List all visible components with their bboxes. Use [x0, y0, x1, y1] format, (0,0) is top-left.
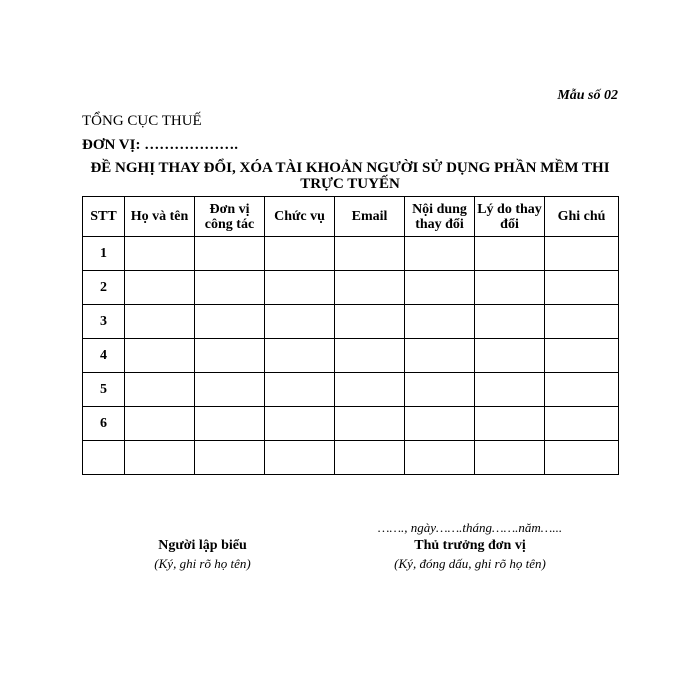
cell-change-content — [405, 373, 475, 407]
cell-full-name — [125, 305, 195, 339]
cell-full-name — [125, 237, 195, 271]
cell-work-unit — [195, 305, 265, 339]
header-email: Email — [335, 197, 405, 237]
form-code: Mẫu số 02 — [557, 88, 618, 103]
cell-email — [335, 407, 405, 441]
cell-change-content — [405, 271, 475, 305]
cell-work-unit — [195, 339, 265, 373]
cell-change-reason — [475, 373, 545, 407]
cell-position — [265, 305, 335, 339]
table-header-row — [83, 197, 619, 237]
table-row — [83, 339, 619, 373]
header-notes: Ghi chú — [545, 197, 619, 237]
cell-change-reason — [475, 441, 545, 475]
cell-position — [265, 271, 335, 305]
cell-email — [335, 271, 405, 305]
cell-notes — [545, 237, 619, 271]
cell-change-content — [405, 407, 475, 441]
cell-stt: 3 — [83, 305, 125, 339]
header-full-name: Họ và tên — [125, 197, 195, 237]
head-of-unit-role: Thủ trưởng đơn vị — [414, 538, 526, 553]
cell-work-unit — [195, 271, 265, 305]
date-line: ……., ngày…….tháng…….năm…... — [377, 520, 563, 535]
table-row — [83, 305, 619, 339]
cell-notes — [545, 373, 619, 407]
cell-position — [265, 237, 335, 271]
header-position: Chức vụ — [265, 197, 335, 237]
cell-email — [335, 305, 405, 339]
header-change-content: Nội dung thay đổi — [405, 197, 475, 237]
document-title: ĐỀ NGHỊ THAY ĐỔI, XÓA TÀI KHOẢN NGƯỜI SỬ DỤNG PHẦN MỀM THI TRỰC TUYẾN — [90, 160, 610, 192]
signature-preparer — [120, 537, 285, 573]
cell-work-unit — [195, 373, 265, 407]
cell-position — [265, 373, 335, 407]
table-row — [83, 373, 619, 407]
cell-stt: 6 — [83, 407, 125, 441]
cell-notes — [545, 271, 619, 305]
signature-head-of-unit — [360, 537, 580, 573]
cell-position — [265, 441, 335, 475]
cell-change-content — [405, 339, 475, 373]
cell-change-content — [405, 237, 475, 271]
table-row — [83, 271, 619, 305]
cell-stt — [83, 441, 125, 475]
cell-position — [265, 407, 335, 441]
cell-stt: 1 — [83, 237, 125, 271]
table-row — [83, 407, 619, 441]
header-change-reason: Lý do thay đổi — [475, 197, 545, 237]
cell-full-name — [125, 441, 195, 475]
preparer-role: Người lập biểu — [158, 538, 247, 553]
cell-change-reason — [475, 407, 545, 441]
cell-notes — [545, 407, 619, 441]
cell-email — [335, 339, 405, 373]
cell-full-name — [125, 373, 195, 407]
cell-change-reason — [475, 271, 545, 305]
cell-work-unit — [195, 237, 265, 271]
preparer-note: (Ký, ghi rõ họ tên) — [154, 556, 251, 571]
cell-notes — [545, 339, 619, 373]
head-of-unit-note: (Ký, đóng dấu, ghi rõ họ tên) — [394, 556, 546, 571]
request-table — [82, 196, 619, 475]
cell-notes — [545, 441, 619, 475]
cell-stt: 5 — [83, 373, 125, 407]
cell-full-name — [125, 407, 195, 441]
cell-email — [335, 373, 405, 407]
cell-stt: 4 — [83, 339, 125, 373]
cell-change-content — [405, 441, 475, 475]
cell-change-reason — [475, 339, 545, 373]
cell-change-content — [405, 305, 475, 339]
table-row — [83, 441, 619, 475]
table-row — [83, 237, 619, 271]
cell-change-reason — [475, 237, 545, 271]
unit-label: ĐƠN VỊ: ………………. — [82, 137, 238, 153]
cell-email — [335, 237, 405, 271]
cell-change-reason — [475, 305, 545, 339]
header-stt: STT — [83, 197, 125, 237]
cell-full-name — [125, 339, 195, 373]
cell-email — [335, 441, 405, 475]
cell-full-name — [125, 271, 195, 305]
cell-notes — [545, 305, 619, 339]
cell-stt: 2 — [83, 271, 125, 305]
header-work-unit: Đơn vị công tác — [195, 197, 265, 237]
cell-position — [265, 339, 335, 373]
cell-work-unit — [195, 407, 265, 441]
agency-name: TỔNG CỤC THUẾ — [82, 113, 202, 129]
cell-work-unit — [195, 441, 265, 475]
table-body — [83, 237, 619, 475]
